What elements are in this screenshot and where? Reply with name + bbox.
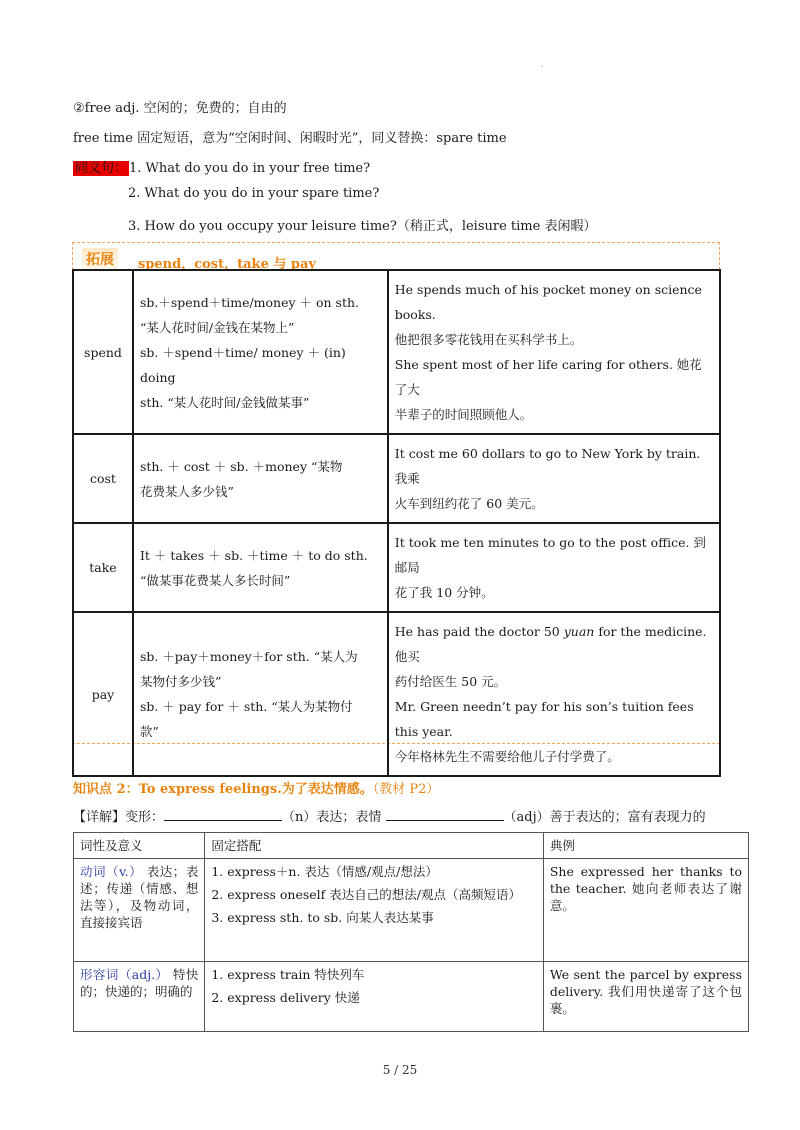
- table-header-row: [74, 833, 749, 859]
- yuan-italic: yuan: [563, 624, 595, 639]
- example-line: She spent most of her life caring for others. 她花了大: [394, 357, 702, 397]
- table-row: [74, 859, 749, 962]
- collocation-cell: [205, 859, 544, 962]
- table-row: [73, 612, 720, 776]
- example-cell: [388, 612, 720, 776]
- collocation-line: 3. express sth. to sb. 向某人表达某事: [211, 910, 434, 925]
- meaning: 特快的；快递的；明确的: [80, 967, 199, 999]
- detail-line: [73, 806, 706, 825]
- collocation-line: 1. express＋n. 表达（情感/观点/想法）: [211, 864, 438, 879]
- page-number: 5 / 25: [382, 1063, 418, 1077]
- detail-noun-meaning: （n）表达；表情: [282, 810, 382, 825]
- example-line: He has paid the doctor 50 yuan for the medicine. 他买: [394, 624, 707, 664]
- header-cell: 词性及意义: [74, 833, 205, 859]
- pattern-line: sth. “某人花时间/金钱做某事”: [139, 394, 310, 410]
- collocation-line: 1. express train 特快列车: [211, 967, 365, 982]
- example-line: 药付给医生 50 元。: [394, 674, 507, 689]
- fill-blank-adj[interactable]: [386, 808, 504, 821]
- meaning: 表达；表述；传递（情感、想法等），及物动词，直接接宾语: [80, 864, 199, 930]
- pattern-line: sb. ＋spend＋time/ money ＋ (in) doing: [139, 344, 346, 385]
- example-line: It cost me 60 dollars to go to New York by train. 我乘: [394, 446, 701, 486]
- example-line: He spends much of his pocket money on science books.: [394, 282, 702, 322]
- example-line: 花了我 10 分钟。: [394, 585, 494, 600]
- example-line: Mr. Green needn’t pay for his son’s tuition fees this year.: [394, 699, 694, 739]
- example-line: It took me ten minutes to go to the post office. 到邮局: [394, 535, 706, 575]
- knowledge-point-heading: 知识点 2：To express feelings.为了表达情感。: [73, 782, 373, 797]
- pattern-cell: [133, 434, 388, 523]
- spend-cost-take-pay-table: [72, 269, 721, 777]
- example-cell: [388, 270, 720, 434]
- synonym-row: [73, 157, 370, 176]
- pattern-line: sth. ＋ cost ＋ sb. ＋money “某物: [139, 458, 343, 474]
- example-line: 半辈子的时间照顾他人。: [394, 407, 533, 422]
- table-row: [73, 523, 720, 612]
- collocation-cell: [205, 962, 544, 1032]
- word-cell: pay: [73, 612, 133, 776]
- word-cell: cost: [73, 434, 133, 523]
- pattern-cell: [133, 270, 388, 434]
- pattern-line: 某物付多少钱”: [139, 674, 222, 689]
- synonym-sentence-2: 2. What do you do in your spare time?: [128, 186, 380, 201]
- example-line: 今年格林先生不需要给他儿子付学费了。: [394, 749, 620, 764]
- knowledge-point-source: （教材 P2）: [372, 782, 440, 797]
- example-cell: We sent the parcel by express delivery. 我们用快递寄了这个包裹。: [543, 962, 748, 1032]
- extension-title: spend，cost，take 与 pay: [138, 257, 316, 272]
- corner-mark: ': [541, 64, 544, 73]
- collocation-line: 2. express delivery 快递: [211, 990, 360, 1005]
- header-cell: 典例: [543, 833, 748, 859]
- example-line: 火车到纽约花了 60 美元。: [394, 496, 544, 511]
- example-cell: [388, 434, 720, 523]
- pattern-line: sb. ＋ pay for ＋ sth. “某人为某物付: [139, 699, 353, 714]
- table-row: [73, 270, 720, 434]
- pos-cell: [74, 859, 205, 962]
- knowledge-point-title: [73, 778, 439, 797]
- word-cell: spend: [73, 270, 133, 434]
- table-row: [74, 962, 749, 1032]
- table-row: [73, 434, 720, 523]
- synonym-sentence-1: 1. What do you do in your free time?: [129, 161, 371, 176]
- pattern-line: “做某事花费某人多长时间”: [139, 572, 291, 588]
- synonym-sentence-3: 3. How do you occupy your leisure time?（稍正式，leisure time 表闲暇）: [128, 219, 597, 234]
- free-time-phrase: free time 固定短语，意为“空闲时间、闲暇时光”，同义替换：spare time: [73, 131, 507, 146]
- pattern-line: “某人花时间/金钱在某物上”: [139, 319, 295, 335]
- pattern-cell: [133, 612, 388, 776]
- header-cell: 固定搭配: [205, 833, 544, 859]
- example-cell: She expressed her thanks to the teacher. 她向老师表达了谢意。: [543, 859, 748, 962]
- extension-badge: 拓展: [82, 248, 118, 270]
- pattern-line: sb. ＋pay＋money＋for sth. “某人为: [139, 649, 358, 664]
- collocation-line: 2. express oneself 表达自己的想法/观点（高频短语）: [211, 887, 521, 902]
- example-cell: [388, 523, 720, 612]
- pattern-cell: [133, 523, 388, 612]
- pos-cell: [74, 962, 205, 1032]
- express-usage-table: [73, 832, 749, 1032]
- example-line: 他把很多零花钱用在买科学书上。: [394, 332, 583, 347]
- part-of-speech: 形容词（adj.）: [80, 967, 169, 982]
- pattern-line: 款”: [139, 724, 159, 739]
- synonym-label: 同义句：: [75, 161, 128, 176]
- part-of-speech: 动词（v.）: [80, 864, 143, 879]
- pattern-line: It ＋ takes ＋ sb. ＋time ＋ to do sth.: [139, 547, 368, 563]
- free-definition: ②free adj. 空闲的；免费的；自由的: [73, 101, 287, 116]
- pattern-line: sb.＋spend＋time/money ＋ on sth.: [139, 294, 360, 310]
- detail-adj-meaning: （adj）善于表达的；富有表现力的: [503, 810, 706, 825]
- detail-prefix: 【详解】变形：: [73, 810, 165, 825]
- fill-blank-noun[interactable]: [164, 808, 282, 821]
- word-cell: take: [73, 523, 133, 612]
- pattern-line: 花费某人多少钱”: [139, 483, 234, 499]
